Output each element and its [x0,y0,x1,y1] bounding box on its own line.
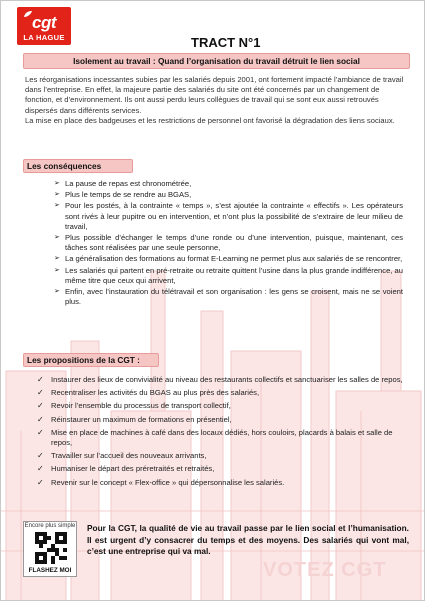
propositions-heading: Les propositions de la CGT : [23,353,159,367]
intro-paragraph: La mise en place des badgeuses et les restrictions de personnel ont favorisé la dégradation des liens sociaux. [25,115,395,125]
arrow-bullet-icon: ➢ [54,180,60,187]
propositions-list [37,375,403,491]
arrow-bullet-icon: ➢ [54,202,60,210]
list-item: ➢ La pause de repas est chronométrée, [54,179,192,188]
arrow-bullet-icon: ➢ [54,234,60,242]
list-item: ✓ Humaniser le départ des préretraités et retraités, [37,464,215,474]
check-icon: ✓ [37,477,44,487]
arrow-bullet-icon: ➢ [54,191,60,199]
list-item: ✓ Réinstaurer un maximum de formations en présentiel, [37,414,232,424]
list-item: ✓ Recentraliser les activités du BGAS au plus près des salariés, [37,388,260,398]
cgt-logo [17,7,71,45]
check-icon: ✓ [37,375,44,384]
list-item: ✓ Travailler sur l’accueil des nouveaux arrivants, [37,451,207,461]
intro-text [25,75,409,126]
qr-caption-bottom: FLASHEZ MOI [28,567,72,574]
logo-location: LA HAGUE [23,33,65,42]
check-icon: ✓ [37,427,44,437]
list-item: ➢ Pour les postés, à la contrainte « temps », s’est ajoutée la contrainte « effectifs ». Les opérateurs sont rivés à leur pupitre ou en intervention, et n’ont plus la possibilité de s’extraire de leur milieu de travail, [54,201,403,231]
headline-banner: Isolement au travail : Quand l’organisation du travail détruit le lien social [23,53,410,69]
conclusion-text: Pour la CGT, la qualité de vie au travail passe par le lien social et l’humanisation. Il est urgent d’y consacrer du temps et des moyens. Des salariés qui vont mal, c’est une entreprise qui va mal. [87,523,409,556]
qr-code-box[interactable] [23,521,77,577]
consequences-heading: Les conséquences [23,159,133,173]
intro-paragraph: Les réorganisations incessantes subies par les salariés depuis 2001, ont fortement impacté l’ambiance de travail dans l’entreprise. En effet, la majeure partie des salariés du site ont été concernés par un changement de fonction, et d’environnement. Ils ont aussi perdu leurs collègues de travail qui se sont eux aussi retrouvés dispersés dans différents services. [25,75,404,115]
consequences-list [54,179,403,308]
check-icon: ✓ [37,401,44,411]
arrow-bullet-icon: ➢ [54,255,60,263]
arrow-bullet-icon: ➢ [54,266,60,274]
list-item: ➢ La généralisation des formations au format E-Learning ne permet plus aux salariés de se rencontrer, [54,254,403,264]
qr-code-icon [35,532,67,564]
tract-title: TRACT N°1 [191,35,261,50]
list-item: ✓ Revoir l’ensemble du processus de transport collectif, [37,401,231,411]
check-icon: ✓ [37,464,44,474]
check-icon: ✓ [37,388,44,398]
check-icon: ✓ [37,451,44,461]
list-item: ✓ Mise en place de machines à café dans des locaux dédiés, hors couloirs, placards à balais et salle de repos, [37,427,393,448]
arrow-bullet-icon: ➢ [54,288,60,296]
list-item: ➢ Enfin, avec l’instauration du télétravail et son organisation : les gens se croisent, mais ne se voient plus. [54,287,403,307]
list-item: ✓ Instaurer des lieux de convivialité au niveau des restaurants collectifs et sanctuariser les salles de repos, [37,375,403,384]
list-item: ✓ Revenir sur le concept « Flex-office » qui dépersonnalise les salariés. [37,477,285,487]
qr-caption-top: Encore plus simple [24,523,76,529]
check-icon: ✓ [37,414,44,424]
list-item: ➢ Plus le temps de se rendre au BGAS, [54,190,192,200]
logo-brand: cgt [32,13,56,32]
list-item: ➢ Les salariés qui partent en pré-retraite ou retraite quittent l’usine dans la plus grande indifférence, au même titre que ceux qui arrivent, [54,265,403,285]
votez-cgt-watermark: VOTEZ CGT [263,559,387,581]
list-item: ➢ Plus possible d’échanger le temps d’une ronde ou d’une intervention, puisque, maintenant, ces tâches sont réalisées par une seule personne, [54,233,403,253]
